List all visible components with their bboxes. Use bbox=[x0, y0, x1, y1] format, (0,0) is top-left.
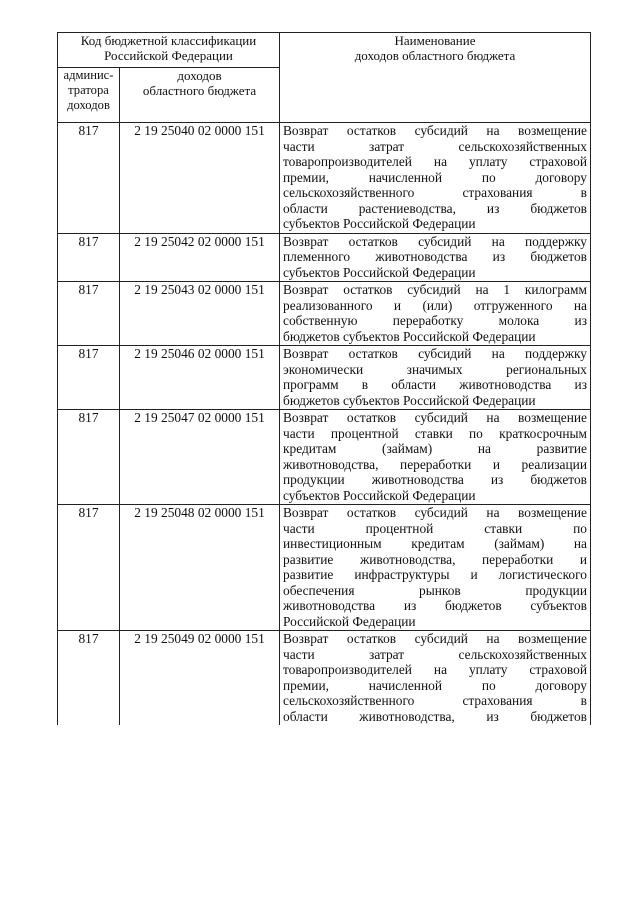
income-code-cell: 2 19 25040 02 0000 151 bbox=[120, 123, 280, 234]
admin-code-cell: 817 bbox=[58, 346, 120, 410]
income-name-line: Возврат остатков субсидий на поддержку bbox=[283, 233, 587, 249]
admin-code-cell: 817 bbox=[58, 282, 120, 346]
income-name-line: животноводства, переработки и реализации bbox=[283, 456, 587, 472]
admin-code-cell: 817 bbox=[58, 631, 120, 726]
income-name-line: развитие инфраструктуры и логистического bbox=[283, 567, 587, 582]
header-name-column bbox=[280, 33, 591, 123]
header-group-title-line: Код бюджетной классификации bbox=[80, 33, 257, 48]
header-income-column bbox=[120, 68, 280, 123]
income-name-line: премии, начисленной по договору bbox=[283, 169, 587, 185]
income-code-cell: 2 19 25046 02 0000 151 bbox=[120, 346, 280, 410]
income-name-cell bbox=[280, 631, 591, 726]
table-row bbox=[58, 123, 591, 234]
header-name-line: доходов областного бюджета bbox=[354, 48, 516, 63]
income-name-line: товаропроизводителей на уплату страховой bbox=[283, 154, 587, 169]
income-code-cell: 2 19 25042 02 0000 151 bbox=[120, 233, 280, 282]
income-name-line: кредитам (займам) на развитие bbox=[283, 441, 587, 456]
income-name-line: Возврат остатков субсидий на возмещение bbox=[283, 410, 587, 425]
income-code-cell: 2 19 25049 02 0000 151 bbox=[120, 631, 280, 726]
header-group-title-line: Российской Федерации bbox=[104, 48, 233, 63]
income-name-line: экономически значимых региональных bbox=[283, 361, 587, 377]
income-name-line: части процентной ставки по краткосрочным bbox=[283, 425, 587, 441]
income-name-line: области растениеводства, из бюджетов bbox=[283, 200, 587, 216]
header-admin-line: тратора bbox=[68, 83, 109, 97]
income-code-cell: 2 19 25047 02 0000 151 bbox=[120, 410, 280, 505]
income-name-line: части затрат сельскохозяйственных bbox=[283, 646, 587, 662]
income-name-line: животноводства из бюджетов субъектов bbox=[283, 598, 587, 613]
header-group-title bbox=[58, 33, 280, 68]
income-name-line: Возврат остатков субсидий на возмещение bbox=[283, 505, 587, 520]
income-name-line: субъектов Российской Федерации bbox=[283, 264, 476, 280]
table-row bbox=[58, 505, 591, 631]
income-name-line: развитие животноводства, переработки и bbox=[283, 551, 587, 567]
table-row bbox=[58, 631, 591, 726]
income-code-cell: 2 19 25043 02 0000 151 bbox=[120, 282, 280, 346]
income-name-line: субъектов Российской Федерации bbox=[283, 487, 476, 503]
income-name-line: премии, начисленной по договору bbox=[283, 677, 587, 693]
income-name-line: Возврат остатков субсидий на 1 килограмм bbox=[283, 282, 587, 297]
admin-code-cell: 817 bbox=[58, 123, 120, 234]
admin-code-cell: 817 bbox=[58, 233, 120, 282]
income-name-cell bbox=[280, 282, 591, 346]
table-row bbox=[58, 410, 591, 505]
header-name-line: Наименование bbox=[394, 33, 476, 48]
header-admin-line: доходов bbox=[67, 98, 110, 112]
header-income-line: доходов bbox=[177, 68, 222, 83]
income-name-line: программ в области животноводства из bbox=[283, 377, 587, 392]
income-name-line: сельскохозяйственного страхования в bbox=[283, 693, 587, 708]
income-name-line: Российской Федерации bbox=[283, 613, 416, 629]
income-name-cell bbox=[280, 233, 591, 282]
budget-classification-table bbox=[57, 32, 591, 725]
income-name-line: области животноводства, из бюджетов bbox=[283, 708, 587, 724]
income-name-line: сельскохозяйственного страхования в bbox=[283, 185, 587, 200]
table-row bbox=[58, 233, 591, 282]
income-name-line: Возврат остатков субсидий на возмещение bbox=[283, 631, 587, 646]
income-name-cell bbox=[280, 346, 591, 410]
table-body bbox=[58, 33, 591, 726]
income-name-line: собственную переработку молока из bbox=[283, 313, 587, 328]
income-name-line: реализованного и (или) отгруженного на bbox=[283, 297, 587, 313]
income-name-line: товаропроизводителей на уплату страховой bbox=[283, 662, 587, 677]
income-name-line: обеспечения рынков продукции bbox=[283, 582, 587, 598]
income-name-cell bbox=[280, 505, 591, 631]
income-name-line: части процентной ставки по bbox=[283, 520, 587, 536]
income-name-line: субъектов Российской Федерации bbox=[283, 216, 476, 231]
admin-code-cell: 817 bbox=[58, 505, 120, 631]
table-row bbox=[58, 282, 591, 346]
income-name-cell bbox=[280, 410, 591, 505]
income-code-cell: 2 19 25048 02 0000 151 bbox=[120, 505, 280, 631]
table-row bbox=[58, 346, 591, 410]
header-admin-line: админис- bbox=[63, 68, 114, 82]
income-name-cell bbox=[280, 123, 591, 234]
income-name-line: бюджетов субъектов Российской Федерации bbox=[283, 328, 536, 344]
admin-code-cell: 817 bbox=[58, 410, 120, 505]
header-admin-column bbox=[58, 68, 120, 123]
header-row-top bbox=[58, 33, 591, 68]
income-name-line: Возврат остатков субсидий на возмещение bbox=[283, 123, 587, 138]
header-income-line: областного бюджета bbox=[142, 83, 257, 98]
income-name-line: части затрат сельскохозяйственных bbox=[283, 138, 587, 154]
income-name-line: бюджетов субъектов Российской Федерации bbox=[283, 392, 536, 408]
income-name-line: продукции животноводства из бюджетов bbox=[283, 472, 587, 487]
income-name-line: инвестиционным кредитам (займам) на bbox=[283, 536, 587, 551]
income-name-line: Возврат остатков субсидий на поддержку bbox=[283, 346, 587, 361]
income-name-line: племенного животноводства из бюджетов bbox=[283, 249, 587, 264]
